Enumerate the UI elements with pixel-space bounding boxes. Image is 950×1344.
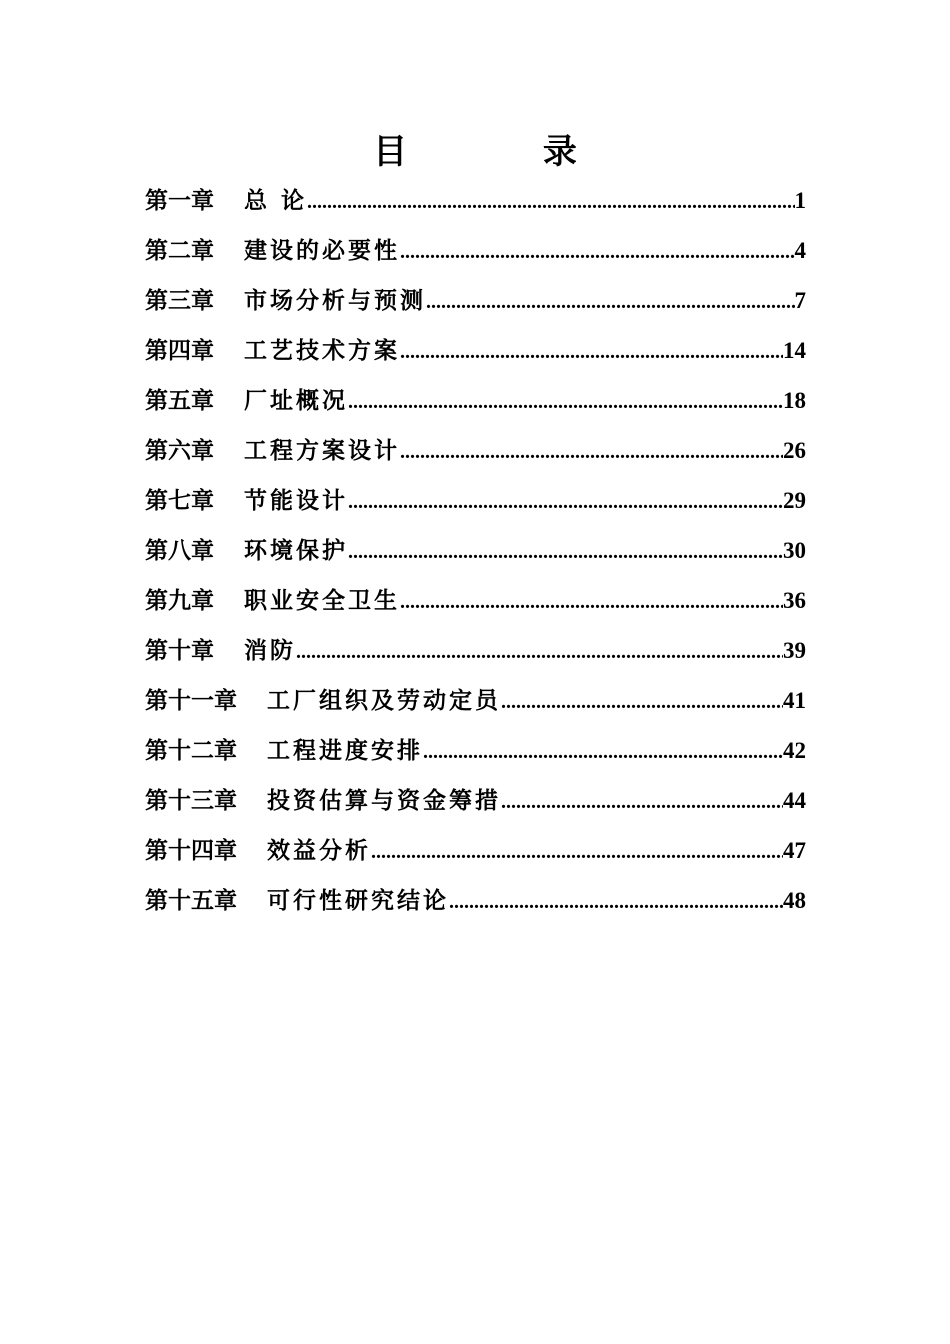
toc-page-number: 47 bbox=[783, 838, 806, 863]
toc-entry-14[interactable] bbox=[145, 828, 806, 878]
toc-chapter-title: 可行性研究结论 bbox=[267, 887, 449, 914]
toc-entry-10[interactable] bbox=[145, 628, 806, 678]
toc-entry-15[interactable] bbox=[145, 878, 806, 928]
toc-chapter-number: 第五章 bbox=[145, 387, 214, 414]
toc-chapter-number: 第十章 bbox=[145, 637, 214, 664]
table-of-contents bbox=[145, 178, 806, 928]
toc-chapter-number: 第十二章 bbox=[145, 737, 237, 764]
page-title: 目 录 bbox=[373, 132, 639, 172]
toc-leader-dots bbox=[426, 279, 795, 325]
toc-leader-dots bbox=[348, 379, 783, 425]
toc-page-number: 48 bbox=[783, 888, 806, 913]
toc-entry-11[interactable] bbox=[145, 678, 806, 728]
toc-leader-dots bbox=[307, 179, 794, 225]
toc-chapter-number: 第十三章 bbox=[145, 787, 237, 814]
toc-chapter-number: 第一章 bbox=[145, 187, 214, 214]
toc-entry-12[interactable] bbox=[145, 728, 806, 778]
toc-leader-dots bbox=[449, 879, 783, 925]
toc-entry-7[interactable] bbox=[145, 478, 806, 528]
toc-leader-dots bbox=[400, 579, 783, 625]
toc-page-number: 1 bbox=[794, 188, 806, 213]
toc-page-number: 39 bbox=[783, 638, 806, 663]
toc-chapter-title: 消防 bbox=[244, 637, 296, 664]
toc-chapter-title: 环境保护 bbox=[244, 537, 348, 564]
toc-leader-dots bbox=[400, 329, 783, 375]
toc-page-number: 14 bbox=[783, 338, 806, 363]
toc-chapter-title: 厂址概况 bbox=[244, 387, 348, 414]
toc-entry-13[interactable] bbox=[145, 778, 806, 828]
toc-page-number: 36 bbox=[783, 588, 806, 613]
toc-page-number: 26 bbox=[783, 438, 806, 463]
toc-entry-2[interactable] bbox=[145, 228, 806, 278]
toc-chapter-number: 第七章 bbox=[145, 487, 214, 514]
toc-chapter-number: 第十一章 bbox=[145, 687, 237, 714]
toc-leader-dots bbox=[400, 429, 783, 475]
toc-page-number: 18 bbox=[783, 388, 806, 413]
toc-leader-dots bbox=[501, 679, 783, 725]
toc-leader-dots bbox=[371, 829, 783, 875]
toc-entry-4[interactable] bbox=[145, 328, 806, 378]
toc-chapter-number: 第四章 bbox=[145, 337, 214, 364]
toc-entry-9[interactable] bbox=[145, 578, 806, 628]
toc-chapter-title: 工厂组织及劳动定员 bbox=[267, 687, 501, 714]
toc-leader-dots bbox=[501, 779, 783, 825]
toc-chapter-number: 第十四章 bbox=[145, 837, 237, 864]
toc-entry-5[interactable] bbox=[145, 378, 806, 428]
toc-page-number: 7 bbox=[794, 288, 806, 313]
toc-entry-3[interactable] bbox=[145, 278, 806, 328]
toc-entry-1[interactable] bbox=[145, 178, 806, 228]
toc-entry-6[interactable] bbox=[145, 428, 806, 478]
toc-page-number: 41 bbox=[783, 688, 806, 713]
toc-chapter-number: 第三章 bbox=[145, 287, 214, 314]
toc-chapter-title: 职业安全卫生 bbox=[244, 587, 400, 614]
toc-entry-8[interactable] bbox=[145, 528, 806, 578]
toc-page-number: 44 bbox=[783, 788, 806, 813]
toc-chapter-title: 工艺技术方案 bbox=[244, 337, 400, 364]
toc-chapter-title: 工程方案设计 bbox=[244, 437, 400, 464]
toc-chapter-title: 效益分析 bbox=[267, 837, 371, 864]
toc-chapter-number: 第九章 bbox=[145, 587, 214, 614]
toc-chapter-title: 总 论 bbox=[244, 187, 308, 214]
toc-leader-dots bbox=[423, 729, 783, 775]
toc-chapter-title: 工程进度安排 bbox=[267, 737, 423, 764]
toc-leader-dots bbox=[400, 229, 795, 275]
toc-chapter-number: 第十五章 bbox=[145, 887, 237, 914]
toc-page-number: 29 bbox=[783, 488, 806, 513]
toc-leader-dots bbox=[296, 629, 783, 675]
toc-page-number: 4 bbox=[794, 238, 806, 263]
toc-page-number: 42 bbox=[783, 738, 806, 763]
toc-chapter-title: 投资估算与资金筹措 bbox=[267, 787, 501, 814]
toc-chapter-title: 节能设计 bbox=[244, 487, 348, 514]
toc-chapter-title: 市场分析与预测 bbox=[244, 287, 426, 314]
toc-chapter-number: 第六章 bbox=[145, 437, 214, 464]
toc-leader-dots bbox=[348, 479, 783, 525]
toc-chapter-number: 第二章 bbox=[145, 237, 214, 264]
toc-chapter-title: 建设的必要性 bbox=[244, 237, 400, 264]
toc-page-number: 30 bbox=[783, 538, 806, 563]
toc-chapter-number: 第八章 bbox=[145, 537, 214, 564]
toc-leader-dots bbox=[348, 529, 783, 575]
